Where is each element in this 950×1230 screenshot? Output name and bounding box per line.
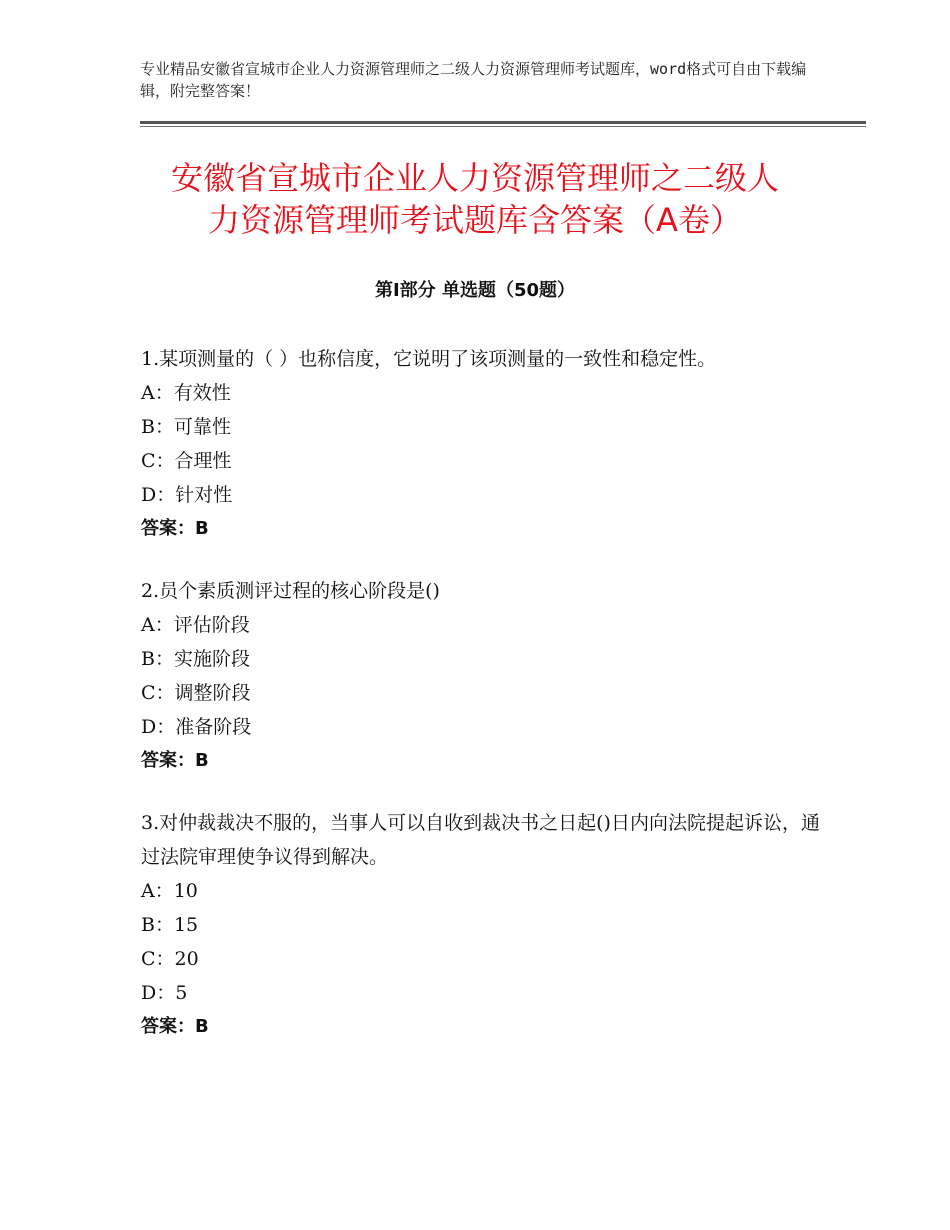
header-note: 专业精品安徽省宣城市企业人力资源管理师之二级人力资源管理师考试题库，word格式可自由下载编辑，附完整答案！ bbox=[140, 60, 807, 100]
question-stem: 2.员个素质测评过程的核心阶段是() bbox=[141, 580, 440, 602]
part-heading: 第Ⅰ部分 单选题（50题） bbox=[374, 280, 575, 301]
option-a: A：10 bbox=[141, 880, 198, 902]
option-c: C：调整阶段 bbox=[141, 682, 251, 704]
header-divider-thin bbox=[140, 126, 866, 127]
answer: 答案：B bbox=[141, 750, 209, 771]
option-b: B：可靠性 bbox=[141, 416, 231, 438]
header-divider-thick bbox=[140, 121, 866, 124]
question-2 bbox=[141, 574, 821, 778]
question-3 bbox=[141, 806, 821, 1044]
option-a: A：评估阶段 bbox=[141, 614, 250, 636]
document-title bbox=[120, 157, 830, 241]
option-c: C：合理性 bbox=[141, 450, 232, 472]
title-line-1: 安徽省宣城市企业人力资源管理师之二级人 bbox=[170, 159, 779, 197]
option-c: C：20 bbox=[141, 948, 199, 970]
option-b: B：实施阶段 bbox=[141, 648, 250, 670]
question-stem: 1.某项测量的（ ）也称信度，它说明了该项测量的一致性和稳定性。 bbox=[141, 348, 717, 370]
option-d: D：针对性 bbox=[141, 484, 233, 506]
question-1 bbox=[141, 342, 821, 546]
answer: 答案：B bbox=[141, 518, 209, 539]
option-b: B：15 bbox=[141, 914, 199, 936]
question-list bbox=[141, 342, 821, 1072]
option-d: D：5 bbox=[141, 982, 188, 1004]
question-stem: 3.对仲裁裁决不服的，当事人可以自收到裁决书之日起()日内向法院提起诉讼，通过法院审理使争议得到解决。 bbox=[141, 812, 820, 868]
option-a: A：有效性 bbox=[141, 382, 231, 404]
title-line-2: 力资源管理师考试题库含答案（A卷） bbox=[208, 201, 742, 239]
answer: 答案：B bbox=[141, 1016, 209, 1037]
option-d: D：准备阶段 bbox=[141, 716, 252, 738]
